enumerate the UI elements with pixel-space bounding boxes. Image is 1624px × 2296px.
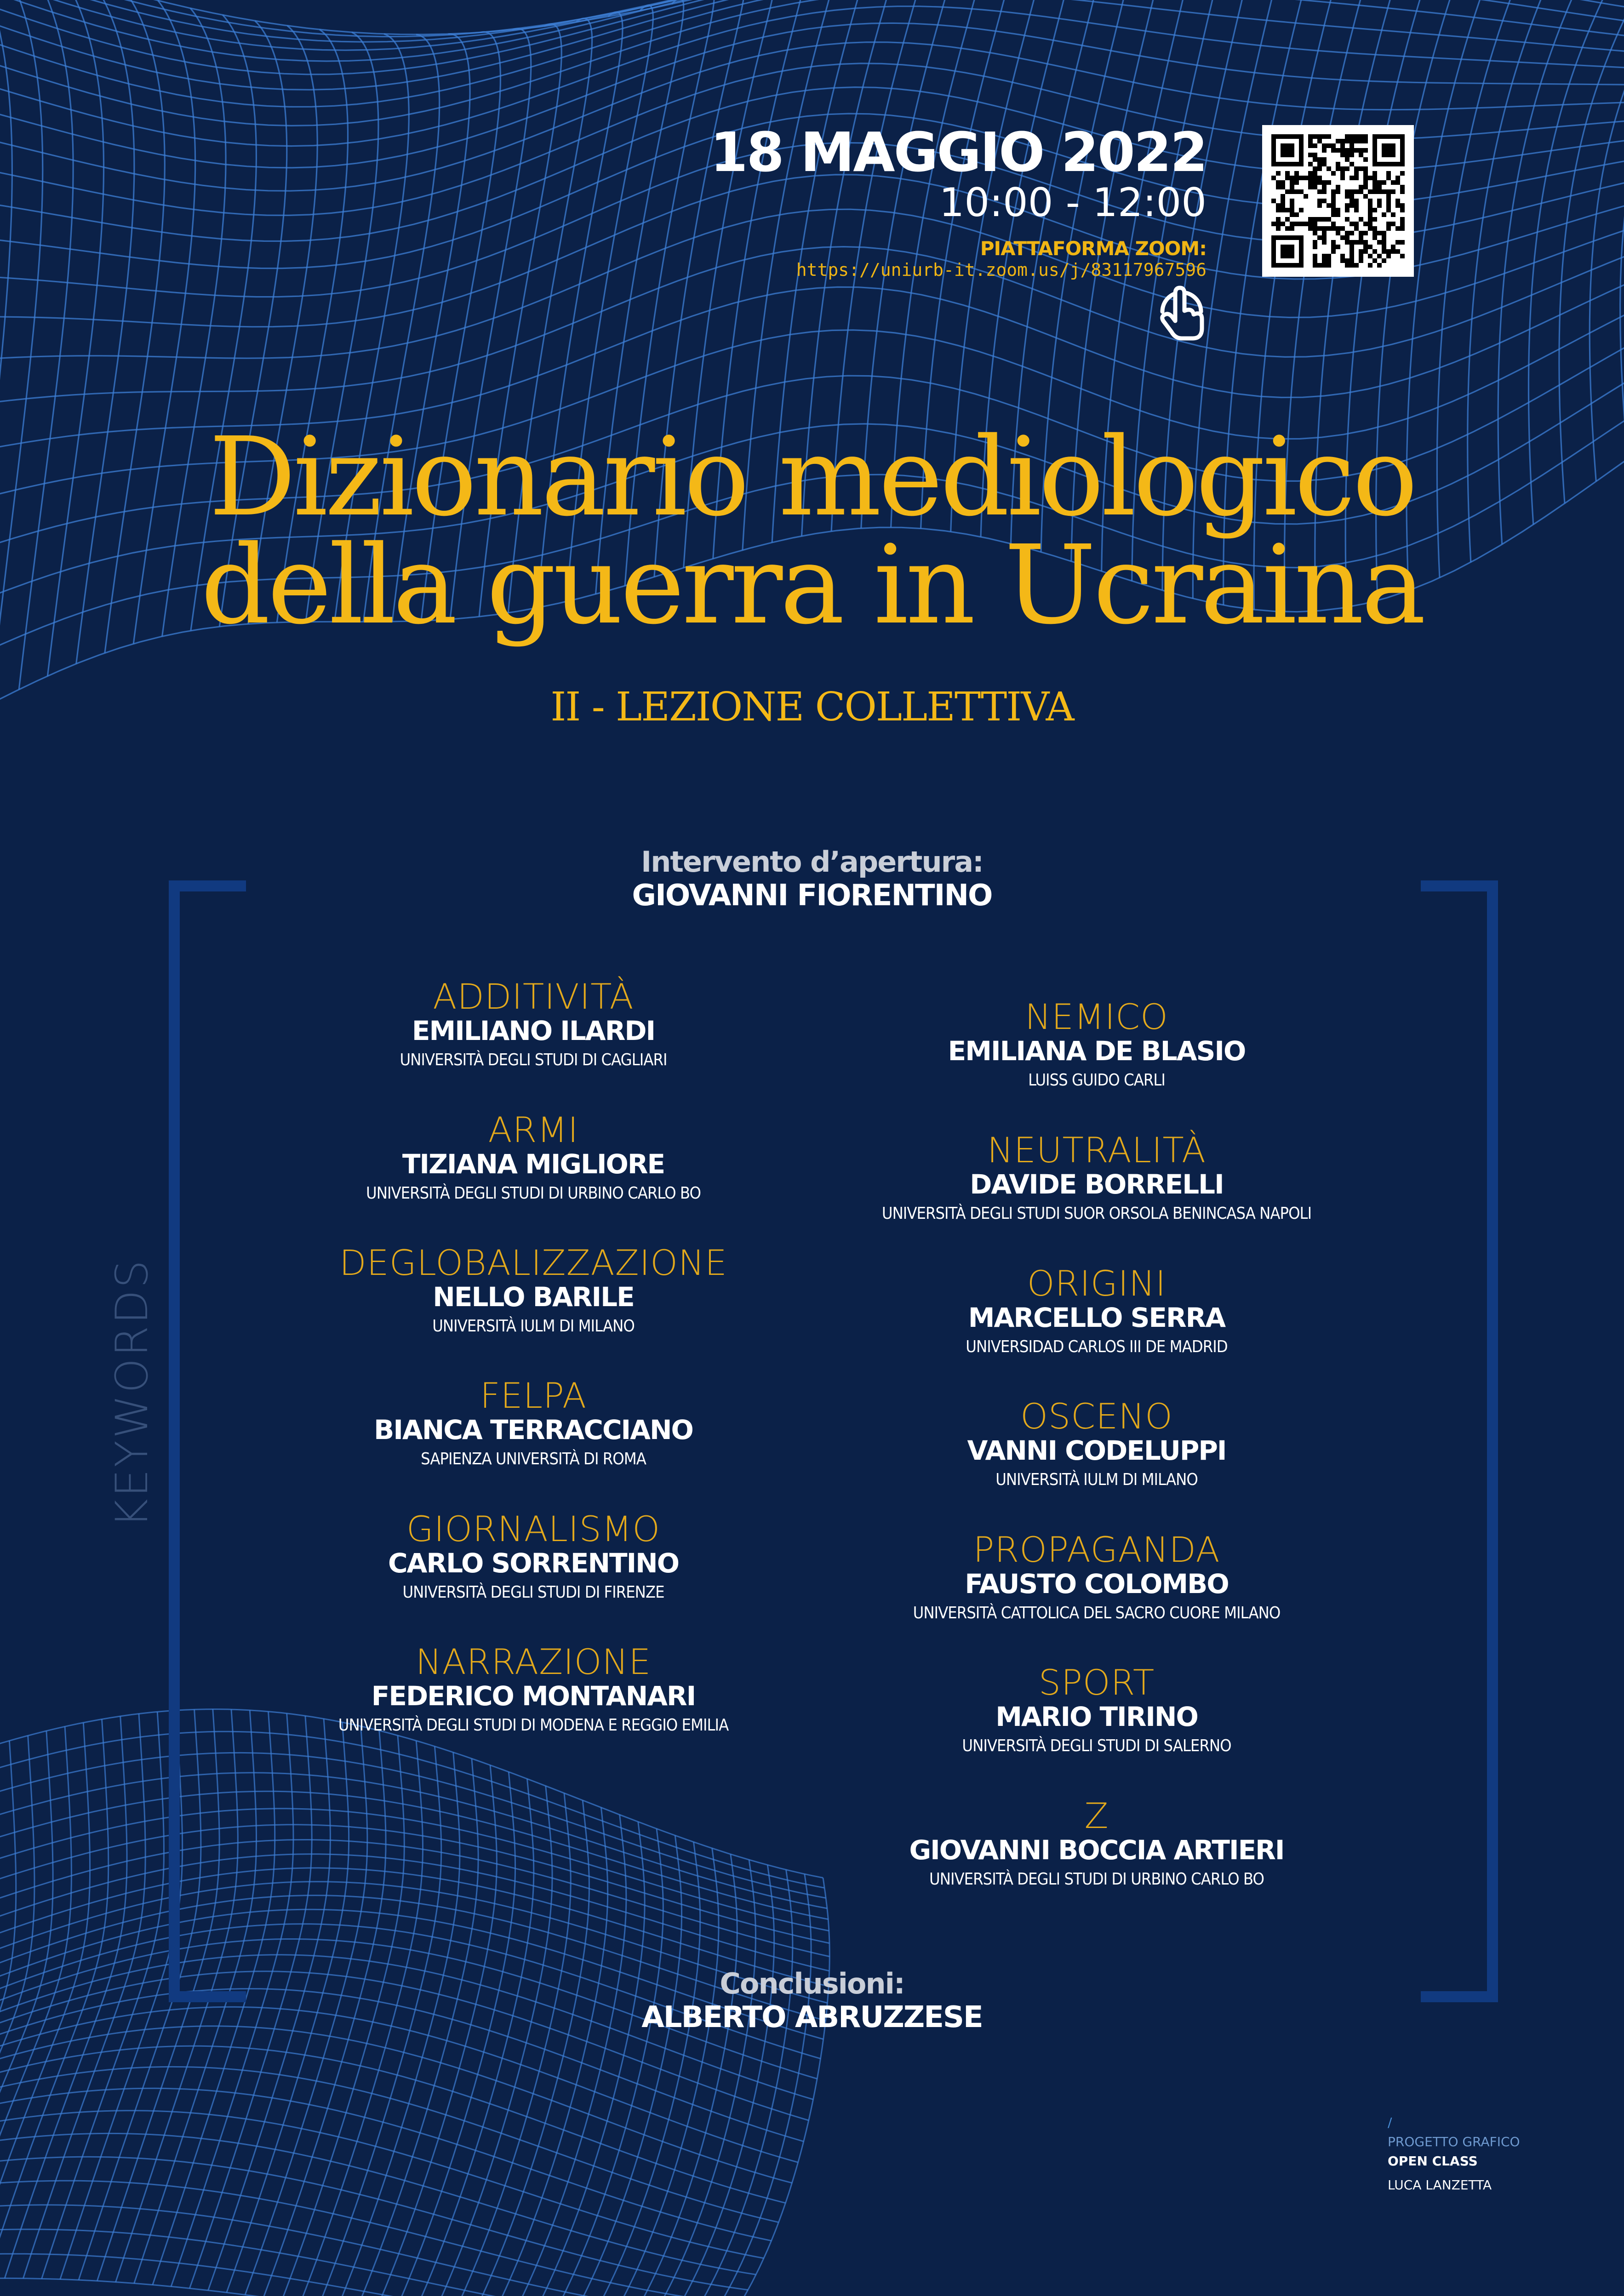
closing-speaker: ALBERTO ABRUZZESE (641, 2000, 983, 2034)
speaker-name: NELLO BARILE (433, 1281, 634, 1313)
keyword: NEMICO (1025, 996, 1168, 1037)
affiliation: UNIVERSITÀ CATTOLICA DEL SACRO CUORE MILANO (913, 1604, 1281, 1623)
keyword: Z (1084, 1795, 1109, 1836)
affiliation: UNIVERSITÀ DEGLI STUDI DI URBINO CARLO BO (929, 1870, 1264, 1889)
keyword: PROPAGANDA (973, 1529, 1220, 1570)
right-bracket (1416, 880, 1504, 2002)
speaker-name: FEDERICO MONTANARI (371, 1680, 696, 1712)
affiliation: UNIVERSITÀ DEGLI STUDI DI CAGLIARI (400, 1051, 667, 1070)
entry-additivita (234, 978, 832, 1074)
affiliation: UNIVERSIDAD CARLOS III DE MADRID (966, 1337, 1228, 1357)
entry-giornalismo (234, 1508, 832, 1606)
speaker-name: CARLO SORRENTINO (388, 1547, 679, 1579)
credits-designer: LUCA LANZETTA (1388, 2177, 1492, 2193)
event-info (710, 120, 1207, 280)
speaker-name: GIOVANNI BOCCIA ARTIERI (909, 1834, 1284, 1866)
affiliation: UNIVERSITÀ IULM DI MILANO (995, 1470, 1198, 1490)
affiliation: UNIVERSITÀ DEGLI STUDI DI MODENA E REGGIO EMILIA (338, 1716, 729, 1735)
entry-deglobalizzazione (234, 1242, 832, 1340)
affiliation: LUISS GUIDO CARLI (1028, 1071, 1165, 1090)
speaker-name: MARCELLO SERRA (968, 1302, 1225, 1333)
entry-origini (798, 1265, 1395, 1360)
entry-nemico (798, 996, 1395, 1094)
tap-hand-icon (1154, 284, 1209, 342)
keyword: DEGLOBALIZZAZIONE (339, 1242, 727, 1283)
speaker-name: DAVIDE BORRELLI (970, 1168, 1224, 1200)
affiliation: UNIVERSITÀ DEGLI STUDI DI SALERNO (962, 1736, 1231, 1756)
poster-title (0, 414, 1624, 648)
title-line-2: della guerra in Ucraina (200, 522, 1424, 648)
keyword: GIORNALISMO (406, 1508, 661, 1549)
entry-narrazione (234, 1641, 832, 1739)
title-line-1: Dizionario mediologico (209, 414, 1415, 540)
entry-sport (798, 1664, 1395, 1759)
opening-block (0, 845, 1624, 913)
keyword: SPORT (1038, 1662, 1155, 1703)
affiliation: UNIVERSITÀ IULM DI MILANO (432, 1317, 635, 1336)
event-date: 18 MAGGIO 2022 (710, 120, 1207, 184)
speaker-name: VANNI CODELUPPI (967, 1434, 1226, 1466)
speaker-name: EMILIANO ILARDI (412, 1015, 655, 1046)
speaker-name: EMILIANA DE BLASIO (948, 1035, 1246, 1067)
keyword: NEUTRALITÀ (987, 1130, 1206, 1171)
credits-label: PROGETTO GRAFICO (1388, 2134, 1520, 2149)
speaker-name: TIZIANA MIGLIORE (402, 1148, 665, 1180)
entry-neutralita (798, 1132, 1395, 1227)
speaker-name: BIANCA TERRACCIANO (374, 1414, 693, 1445)
entry-armi (234, 1109, 832, 1207)
affiliation: UNIVERSITÀ DEGLI STUDI DI URBINO CARLO BO (366, 1184, 701, 1203)
closing-block (0, 1967, 1624, 2034)
affiliation: SAPIENZA UNIVERSITÀ DI ROMA (421, 1450, 646, 1469)
zoom-link[interactable]: https://uniurb-it.zoom.us/j/83117967596 (796, 260, 1207, 280)
keyword: FELPA (480, 1375, 587, 1416)
entry-felpa (234, 1377, 832, 1473)
credits-org: OPEN CLASS (1388, 2153, 1478, 2169)
event-time: 10:00 - 12:00 (939, 179, 1207, 226)
affiliation: UNIVERSITÀ DEGLI STUDI DI FIRENZE (402, 1583, 664, 1602)
credits (1388, 2113, 1520, 2195)
speaker-name: FAUSTO COLOMBO (965, 1568, 1229, 1599)
keyword: NARRAZIONE (415, 1641, 652, 1682)
opening-label: Intervento d’apertura: (641, 845, 983, 879)
opening-speaker: GIOVANNI FIORENTINO (632, 879, 992, 913)
keywords-side-label: KEYWORDS (106, 1258, 158, 1528)
keyword: ADDITIVITÀ (433, 976, 634, 1017)
zoom-platform-label: PIATTAFORMA ZOOM: (980, 237, 1207, 260)
affiliation: UNIVERSITÀ DEGLI STUDI SUOR ORSOLA BENINCASA NAPOLI (881, 1204, 1312, 1223)
credits-slash: / (1388, 2115, 1392, 2130)
poster-subtitle: II - LEZIONE COLLETTIVA (550, 684, 1074, 730)
entry-z (798, 1795, 1395, 1893)
qr-code-icon[interactable] (1262, 125, 1414, 277)
speaker-name: MARIO TIRINO (995, 1701, 1198, 1732)
closing-label: Conclusioni: (720, 1967, 904, 2000)
entry-osceno (798, 1398, 1395, 1493)
keyword: ARMI (488, 1109, 579, 1150)
entry-propaganda (798, 1531, 1395, 1627)
keyword: ORIGINI (1027, 1263, 1167, 1304)
keyword: OSCENO (1020, 1396, 1173, 1437)
